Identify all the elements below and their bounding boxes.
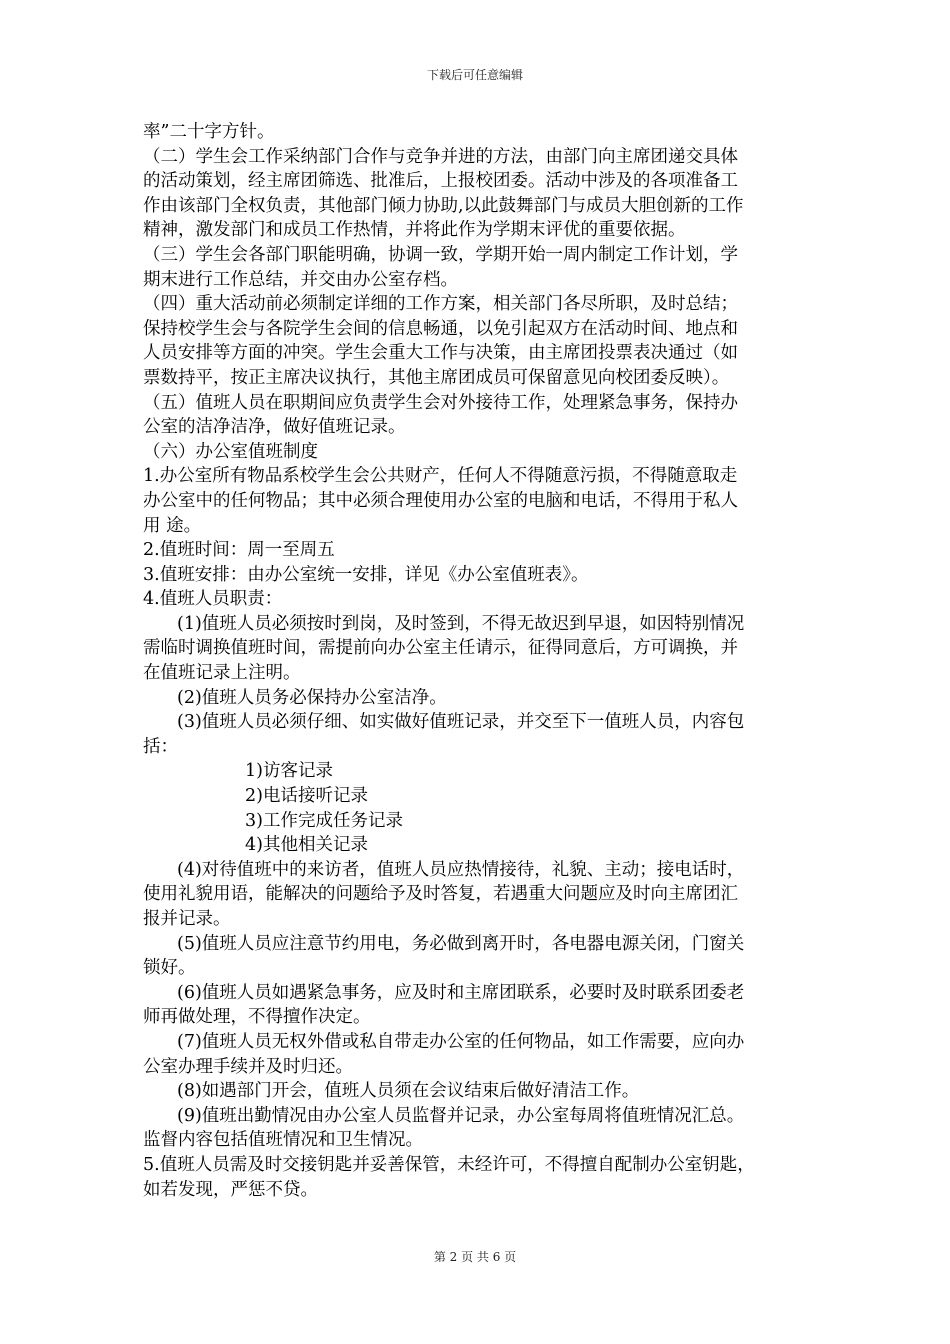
document-body xyxy=(143,120,811,1202)
list-item: 2)电话接听记录 xyxy=(245,786,368,807)
text-line: 办公室中的任何物品；其中必须合理使用办公室的电脑和电话，不得用于私人 xyxy=(143,490,738,511)
text-line: 使用礼貌用语，能解决的问题给予及时答复，若遇重大问题应及时向主席团汇 xyxy=(143,884,738,905)
text-line: 师再做处理，不得擅作决定。 xyxy=(143,1007,371,1028)
text-line: 保持校学生会与各院学生会间的信息畅通，以免引起双方在活动时间、地点和 xyxy=(143,318,738,339)
text-line: (4)对待值班中的来访者，值班人员应热情接待，礼貌、主动；接电话时， xyxy=(177,859,745,880)
text-line: 精神，激发部门和成员工作热情，并将此作为学期末评优的重要依据。 xyxy=(143,220,686,241)
text-line: 作由该部门全权负责，其他部门倾力协助,以此鼓舞部门与成员大胆创新的工作 xyxy=(143,195,744,216)
text-line: (2)值班人员务必保持办公室洁净。 xyxy=(177,687,447,708)
text-line: 公室办理手续并及时归还。 xyxy=(143,1056,353,1077)
page-footer: 第 2 页 共 6 页 xyxy=(433,1250,517,1264)
text-line: 期末进行工作总结，并交由办公室存档。 xyxy=(143,269,458,290)
text-line: （二）学生会工作采纳部门合作与竞争并进的方法，由部门向主席团递交具体 xyxy=(143,146,738,167)
text-line: 2.值班时间：周一至周五 xyxy=(143,540,335,561)
text-line: 1.办公室所有物品系校学生会公共财产，任何人不得随意污损，不得随意取走 xyxy=(143,466,738,487)
page-header: 下载后可任意编辑 xyxy=(426,68,523,82)
text-line: （三）学生会各部门职能明确，协调一致，学期开始一周内制定工作计划，学 xyxy=(143,244,738,265)
text-line: 如若发现，严惩不贷。 xyxy=(143,1179,318,1200)
list-item: 1)访客记录 xyxy=(245,761,333,782)
text-line: 报并记录。 xyxy=(143,909,231,929)
text-line: 率”二十字方针。 xyxy=(143,122,275,142)
text-line: (9)值班出勤情况由办公室人员监督并记录，办公室每周将值班情况汇总。 xyxy=(177,1105,745,1126)
text-line: (5)值班人员应注意节约用电，务必做到离开时，各电器电源关闭，门窗关 xyxy=(177,933,745,954)
text-line: 3.值班安排：由办公室统一安排，详见《办公室值班表》。 xyxy=(143,564,589,585)
text-line: 需临时调换值班时间，需提前向办公室主任请示，征得同意后，方可调换，并 xyxy=(143,638,738,659)
text-line: (8)如遇部门开会，值班人员须在会议结束后做好清洁工作。 xyxy=(177,1081,640,1102)
text-line: 用 途。 xyxy=(143,515,202,536)
list-item: 3)工作完成任务记录 xyxy=(245,810,403,831)
list-item: 4)其他相关记录 xyxy=(245,835,368,856)
text-line: 在值班记录上注明。 xyxy=(143,663,301,684)
text-line: 监督内容包括值班情况和卫生情况。 xyxy=(143,1130,423,1151)
text-line: 票数持平，按正主席决议执行，其他主席团成员可保留意见向校团委反映）。 xyxy=(143,367,730,388)
text-line: (6)值班人员如遇紧急事务，应及时和主席团联系，必要时及时联系团委老 xyxy=(177,982,745,1003)
text-line: (3)值班人员必须仔细、如实做好值班记录，并交至下一值班人员，内容包 xyxy=(177,712,745,733)
text-line: 5.值班人员需及时交接钥匙并妥善保管，未经许可，不得擅自配制办公室钥匙， xyxy=(143,1154,755,1175)
text-line: （四）重大活动前必须制定详细的工作方案，相关部门各尽所职，及时总结； xyxy=(143,294,738,315)
section-heading: （六）办公室值班制度 xyxy=(143,441,318,462)
text-line: 括： xyxy=(143,736,178,757)
text-line: 人员安排等方面的冲突。学生会重大工作与决策，由主席团投票表决通过（如 xyxy=(143,343,738,364)
text-line: 公室的洁净洁净，做好值班记录。 xyxy=(143,417,406,438)
text-line: （五）值班人员在职期间应负责学生会对外接待工作，处理紧急事务，保持办 xyxy=(143,392,738,413)
text-line: (7)值班人员无权外借或私自带走办公室的任何物品，如工作需要，应向办 xyxy=(177,1031,745,1052)
text-line: (1)值班人员必须按时到岗，及时签到，不得无故迟到早退，如因特别情况 xyxy=(177,613,745,634)
text-line: 锁好。 xyxy=(143,958,196,979)
text-line: 的活动策划，经主席团筛选、批准后，上报校团委。活动中涉及的各项准备工 xyxy=(143,171,738,192)
text-line: 4.值班人员职责： xyxy=(143,589,283,610)
